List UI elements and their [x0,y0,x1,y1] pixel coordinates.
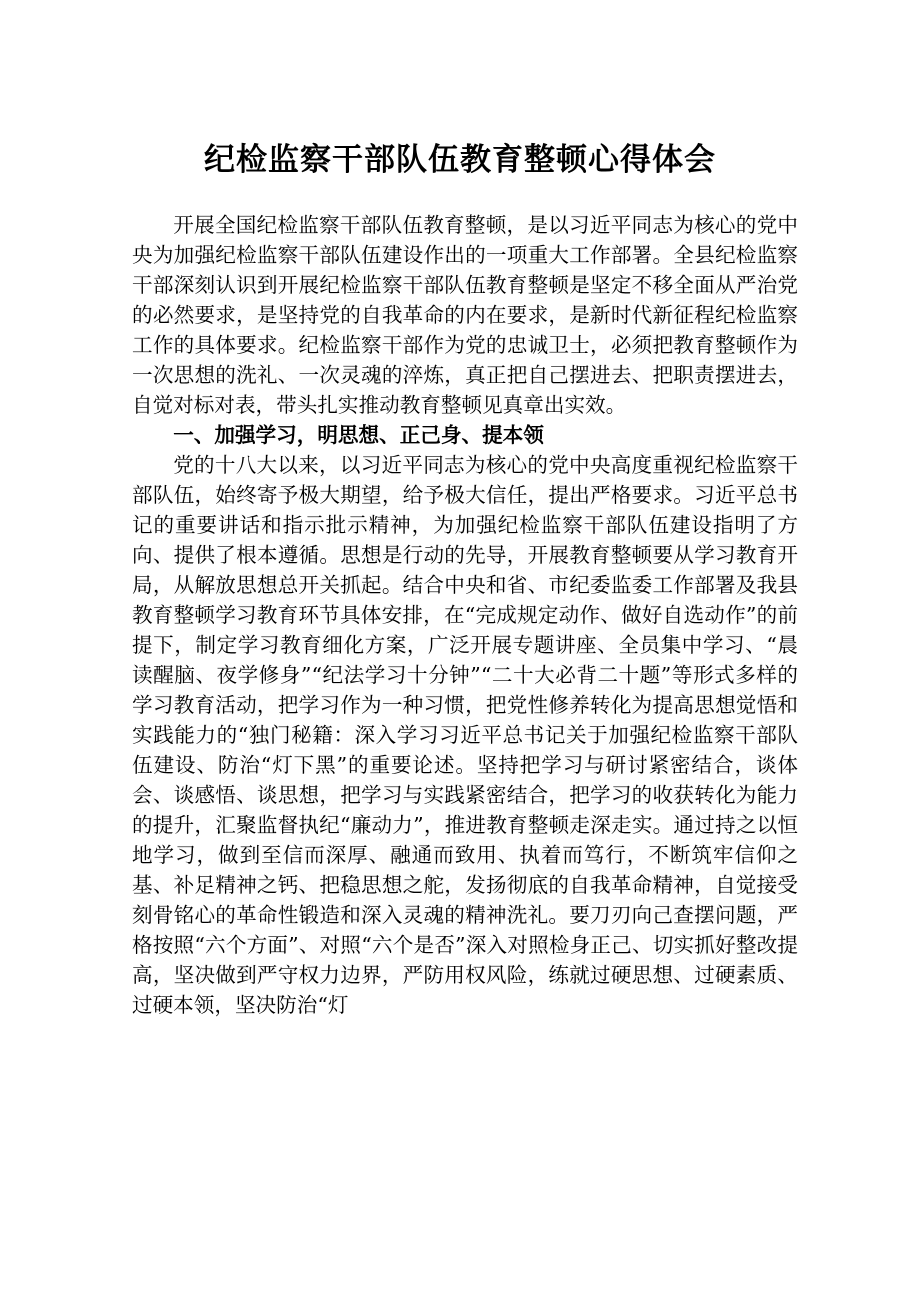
document-title: 纪检监察干部队伍教育整顿心得体会 [204,142,716,178]
intro-paragraph: 开展全国纪检监察干部队伍教育整顿，是以习近平同志为核心的党中央为加强纪检监察干部队伍建设作出的一项重大工作部署。全县纪检监察干部深刻认识到开展纪检监察干部队伍教育整顿是坚定不移全面从严治党的必然要求，是坚持党的自我革命的内在要求，是新时代新征程纪检监察工作的具体要求。纪检监察干部作为党的忠诚卫士，必须把教育整顿作为一次思想的洗礼、一次灵魂的淬炼，真正把自己摆进去、把职责摆进去，自觉对标对表，带头扎实推动教育整顿见真章出实效。 [132,213,798,417]
section-heading: 一、加强学习，明思想、正己身、提本领 [173,423,544,447]
document-body [132,210,798,1020]
section-paragraph: 党的十八大以来，以习近平同志为核心的党中央高度重视纪检监察干部队伍，始终寄予极大期望，给予极大信任，提出严格要求。习近平总书记的重要讲话和指示批示精神，为加强纪检监察干部队伍建设指明了方向、提供了根本遵循。思想是行动的先导，开展教育整顿要从学习教育开局，从解放思想总开关抓起。结合中央和省、市纪委监委工作部署及我县教育整顿学习教育环节具体安排，在“完成规定动作、做好自选动作”的前提下，制定学习教育细化方案，广泛开展专题讲座、全员集中学习、“晨读醒脑、夜学修身”“纪法学习十分钟”“二十大必背二十题”等形式多样的学习教育活动，把学习作为一种习惯，把党性修养转化为提高思想觉悟和实践能力的“独门秘籍：深入学习习近平总书记关于加强纪检监察干部队伍建设、防治“灯下黑”的重要论述。坚持把学习与研讨紧密结合，谈体会、谈感悟、谈思想，把学习与实践紧密结合，把学习的收获转化为能力的提升，汇聚监督执纪“廉动力”，推进教育整顿走深走实。通过持之以恒地学习，做到至信而深厚、融通而致用、执着而笃行，不断筑牢信仰之基、补足精神之钙、把稳思想之舵，发扬彻底的自我革命精神，自觉接受刻骨铭心的革命性锻造和深入灵魂的精神洗礼。要刀刃向己查摆问题，严格按照“六个方面”、对照“六个是否”深入对照检身正己、切实抓好整改提高，坚决做到严守权力边界，严防用权风险，练就过硬思想、过硬素质、过硬本领，坚决防治“灯 [132,453,798,1017]
